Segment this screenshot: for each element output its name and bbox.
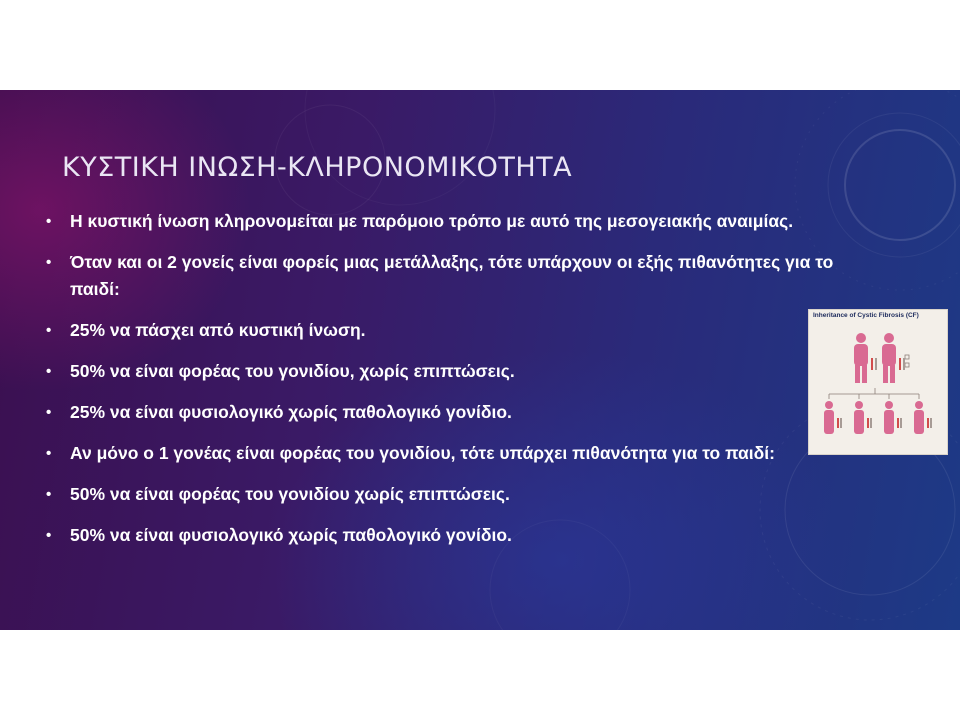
bullet-icon: • [46,404,52,421]
bullet-icon: • [46,445,52,462]
bullet-item [44,399,864,426]
bullet-text: 25% να πάσχει από κυστική ίνωση. [70,320,366,340]
bullet-text: 25% να είναι φυσιολογικό χωρίς παθολογικό γονίδιο. [70,402,512,422]
inheritance-diagram-image [808,309,948,455]
bullet-text: 50% να είναι φορέας του γονιδίου, χωρίς επιπτώσεις. [70,361,515,381]
bullet-item [44,208,864,235]
bullet-item [44,358,864,385]
bullet-icon: • [46,254,52,271]
bullet-text: 50% να είναι φυσιολογικό χωρίς παθολογικό γονίδιο. [70,525,512,545]
bullet-icon: • [46,213,52,230]
bullet-list [44,208,864,563]
slide-title: ΚΥΣΤΙΚΗ ΙΝΩΣΗ-ΚΛΗΡΟΝΟΜΙΚΟΤΗΤΑ [62,152,573,183]
bullet-text: Όταν και οι 2 γονείς είναι φορείς μιας μετάλλαξης, τότε υπάρχουν οι εξής πιθανότητες για το παιδί: [70,252,834,299]
bullet-item [44,522,864,549]
bullet-icon: • [46,363,52,380]
bullet-item [44,249,864,303]
bullet-text: Αν μόνο ο 1 γονέας είναι φορέας του γονιδίου, τότε υπάρχει πιθανότητα για το παιδί: [70,443,775,463]
pedigree-illustration [809,310,947,454]
slide [0,90,960,630]
bullet-item [44,440,864,467]
bullet-text: Η κυστική ίνωση κληρονομείται με παρόμοιο τρόπο με αυτό της μεσογειακής αναιμίας. [70,211,794,231]
figure-title: Inheritance of Cystic Fibrosis (CF) [813,312,919,319]
bullet-icon: • [46,527,52,544]
bullet-item [44,481,864,508]
bullet-text: 50% να είναι φορέας του γονιδίου χωρίς επιπτώσεις. [70,484,510,504]
bullet-item [44,317,864,344]
bullet-icon: • [46,486,52,503]
bullet-icon: • [46,322,52,339]
